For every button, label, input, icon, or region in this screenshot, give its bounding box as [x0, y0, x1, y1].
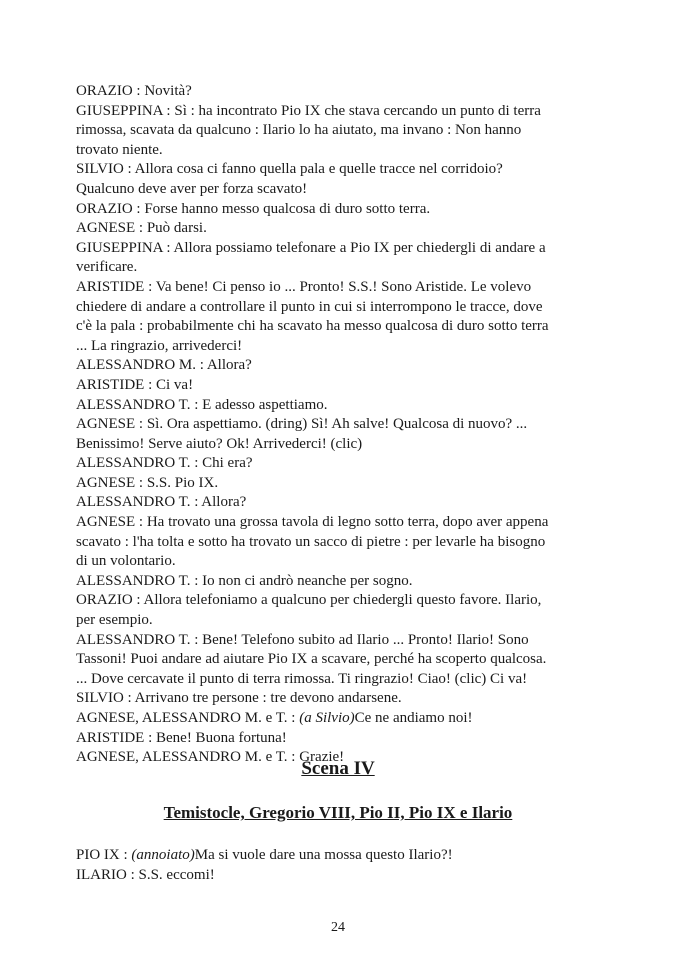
dialogue-line: trovato niente. [76, 141, 163, 158]
dialogue-line [76, 709, 596, 729]
dialogue-line: ALESSANDRO T. : Chi era? [76, 455, 253, 472]
dialogue-line: AGNESE : Ha trovato una grossa tavola di legno sotto terra, dopo aver appena [76, 514, 549, 531]
dialogue-line: Qualcuno deve aver per forza scavato! [76, 180, 308, 197]
dialogue-line: ILARIO : S.S. eccomi! [76, 866, 215, 883]
dialogue-line: ORAZIO : Allora telefoniamo a qualcuno per chiedergli questo favore. Ilario, [76, 592, 542, 609]
dialogue-line: ALESSANDRO T. : Allora? [76, 494, 247, 511]
dialogue-line: ALESSANDRO T. : Io non ci andrò neanche per sogno. [76, 572, 413, 589]
dialogue-line: AGNESE : Sì. Ora aspettiamo. (dring) Sì! Ah salve! Qualcosa di nuovo? ... [76, 416, 528, 433]
dialogue-line: AGNESE : Può darsi. [76, 220, 207, 237]
dialogue-line: per esempio. [76, 612, 153, 629]
dialogue-line: chiedere di andare a controllare il punto in cui si interrompono le tracce, dove [76, 298, 543, 315]
scene-dialogue-block [76, 846, 596, 885]
dialogue-line: ALESSANDRO M. : Allora? [76, 357, 252, 374]
dialogue-line: AGNESE : S.S. Pio IX. [76, 474, 219, 491]
speaker-agnese-alessandro: AGNESE, ALESSANDRO M. e T. : [76, 710, 300, 726]
scene-cast-list: Temistocle, Gregorio VIII, Pio II, Pio IX e Ilario [163, 803, 513, 822]
dialogue-line [76, 846, 596, 866]
dialogue-line: di un volontario. [76, 553, 176, 570]
dialogue-line: SILVIO : Allora cosa ci fanno quella pala e quelle tracce nel corridoio? [76, 161, 503, 178]
stage-direction: (a Silvio) [299, 710, 355, 726]
dialogue-line: ARISTIDE : Bene! Buona fortuna! [76, 729, 287, 746]
stage-direction: (annoiato) [131, 847, 195, 863]
dialogue-line: ALESSANDRO T. : E adesso aspettiamo. [76, 396, 328, 413]
dialogue-line: c'è la pala : probabilmente chi ha scavato ha messo qualcosa di duro sotto terra [76, 318, 549, 335]
speaker-pio-ix: PIO IX : [76, 847, 132, 863]
scene-title: Scena IV [301, 758, 375, 779]
dialogue-line: ARISTIDE : Va bene! Ci penso io ... Pronto! S.S.! Sono Aristide. Le volevo [76, 278, 532, 295]
dialogue-line: rimossa, scavata da qualcuno : Ilario lo ha aiutato, ma invano : Non hanno [76, 122, 522, 139]
dialogue-line: ARISTIDE : Ci va! [76, 376, 194, 393]
dialogue-block [76, 82, 596, 768]
dialogue-line: ALESSANDRO T. : Bene! Telefono subito ad Ilario ... Pronto! Ilario! Sono [76, 631, 529, 648]
page-number: 24 [331, 920, 345, 935]
dialogue-line: ... La ringrazio, arrivederci! [76, 337, 243, 354]
dialogue-line: Tassoni! Puoi andare ad aiutare Pio IX a scavare, perché ha scoperto qualcosa. [76, 651, 547, 668]
dialogue-line: ... Dove cercavate il punto di terra rimossa. Ti ringrazio! Ciao! (clic) Ci va! [76, 670, 528, 687]
dialogue-line: GIUSEPPINA : Allora possiamo telefonare a Pio IX per chiedergli di andare a [76, 239, 546, 256]
dialogue-text: Ma si vuole dare una mossa questo Ilario?! [194, 847, 453, 863]
dialogue-line: AGNESE, ALESSANDRO M. e T. : Grazie! [76, 749, 345, 766]
dialogue-text: Ce ne andiamo noi! [354, 710, 473, 726]
dialogue-line: Benissimo! Serve aiuto? Ok! Arrivederci! (clic) [76, 435, 363, 452]
dialogue-line: ORAZIO : Forse hanno messo qualcosa di duro sotto terra. [76, 200, 431, 217]
dialogue-line: SILVIO : Arrivano tre persone : tre devono andarsene. [76, 690, 402, 707]
dialogue-line: scavato : l'ha tolta e sotto ha trovato un sacco di pietre : per levarle ha bisogno [76, 533, 546, 550]
dialogue-line: verificare. [76, 259, 138, 276]
dialogue-line: ORAZIO : Novità? [76, 83, 192, 99]
dialogue-line: GIUSEPPINA : Sì : ha incontrato Pio IX che stava cercando un punto di terra [76, 102, 541, 119]
